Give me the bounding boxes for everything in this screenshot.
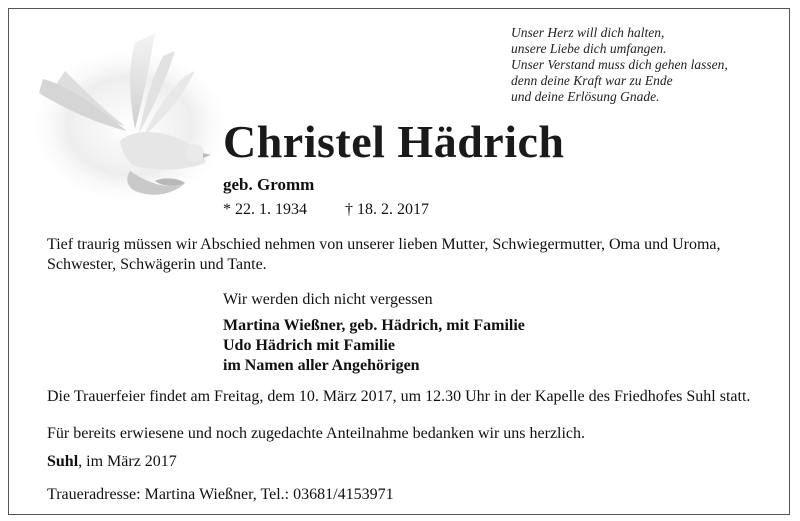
- place: Suhl: [47, 453, 79, 470]
- poem-line: unsere Liebe dich umfangen.: [511, 41, 667, 56]
- birth-name: geb. Gromm: [223, 175, 315, 194]
- family-line: im Namen aller Angehörigen: [223, 357, 420, 374]
- dove-icon: [35, 31, 225, 201]
- family-line: Udo Hädrich mit Familie: [223, 337, 395, 354]
- service-text: Die Trauerfeier findet am Freitag, dem 10. März 2017, um 12.30 Uhr in der Kapelle des Friedhofes Suhl statt.: [47, 388, 751, 405]
- death-date: † 18. 2. 2017: [345, 201, 429, 218]
- date: , im März 2017: [78, 453, 177, 470]
- family-signatures: [223, 316, 525, 376]
- poem-line: Unser Herz will dich halten,: [511, 25, 665, 40]
- family-line: Martina Wießner, geb. Hädrich, mit Familie: [223, 317, 525, 334]
- place-date: [47, 452, 177, 472]
- thanks-text: Für bereits erwiesene und noch zugedachte Anteilnahme bedanken wir uns herzlich.: [47, 425, 586, 442]
- obituary-card: [8, 8, 790, 515]
- mourning-address: Traueradresse: Martina Wießner, Tel.: 03681/4153971: [47, 486, 394, 503]
- poem: [511, 25, 781, 105]
- poem-line: und deine Erlösung Gnade.: [511, 89, 660, 104]
- intro-text: Tief traurig müssen wir Abschied nehmen von unserer lieben Mutter, Schwiegermutter, Oma und Uroma, Schwester, Schwägerin und Tante.: [47, 236, 721, 273]
- poem-line: Unser Verstand muss dich gehen lassen,: [511, 57, 728, 72]
- birth-date: * 22. 1. 1934: [223, 201, 307, 218]
- remembrance-line: Wir werden dich nicht vergessen: [223, 291, 433, 308]
- poem-line: denn deine Kraft war zu Ende: [511, 73, 673, 88]
- life-dates: [223, 201, 429, 219]
- deceased-name: Christel Hädrich: [223, 116, 565, 167]
